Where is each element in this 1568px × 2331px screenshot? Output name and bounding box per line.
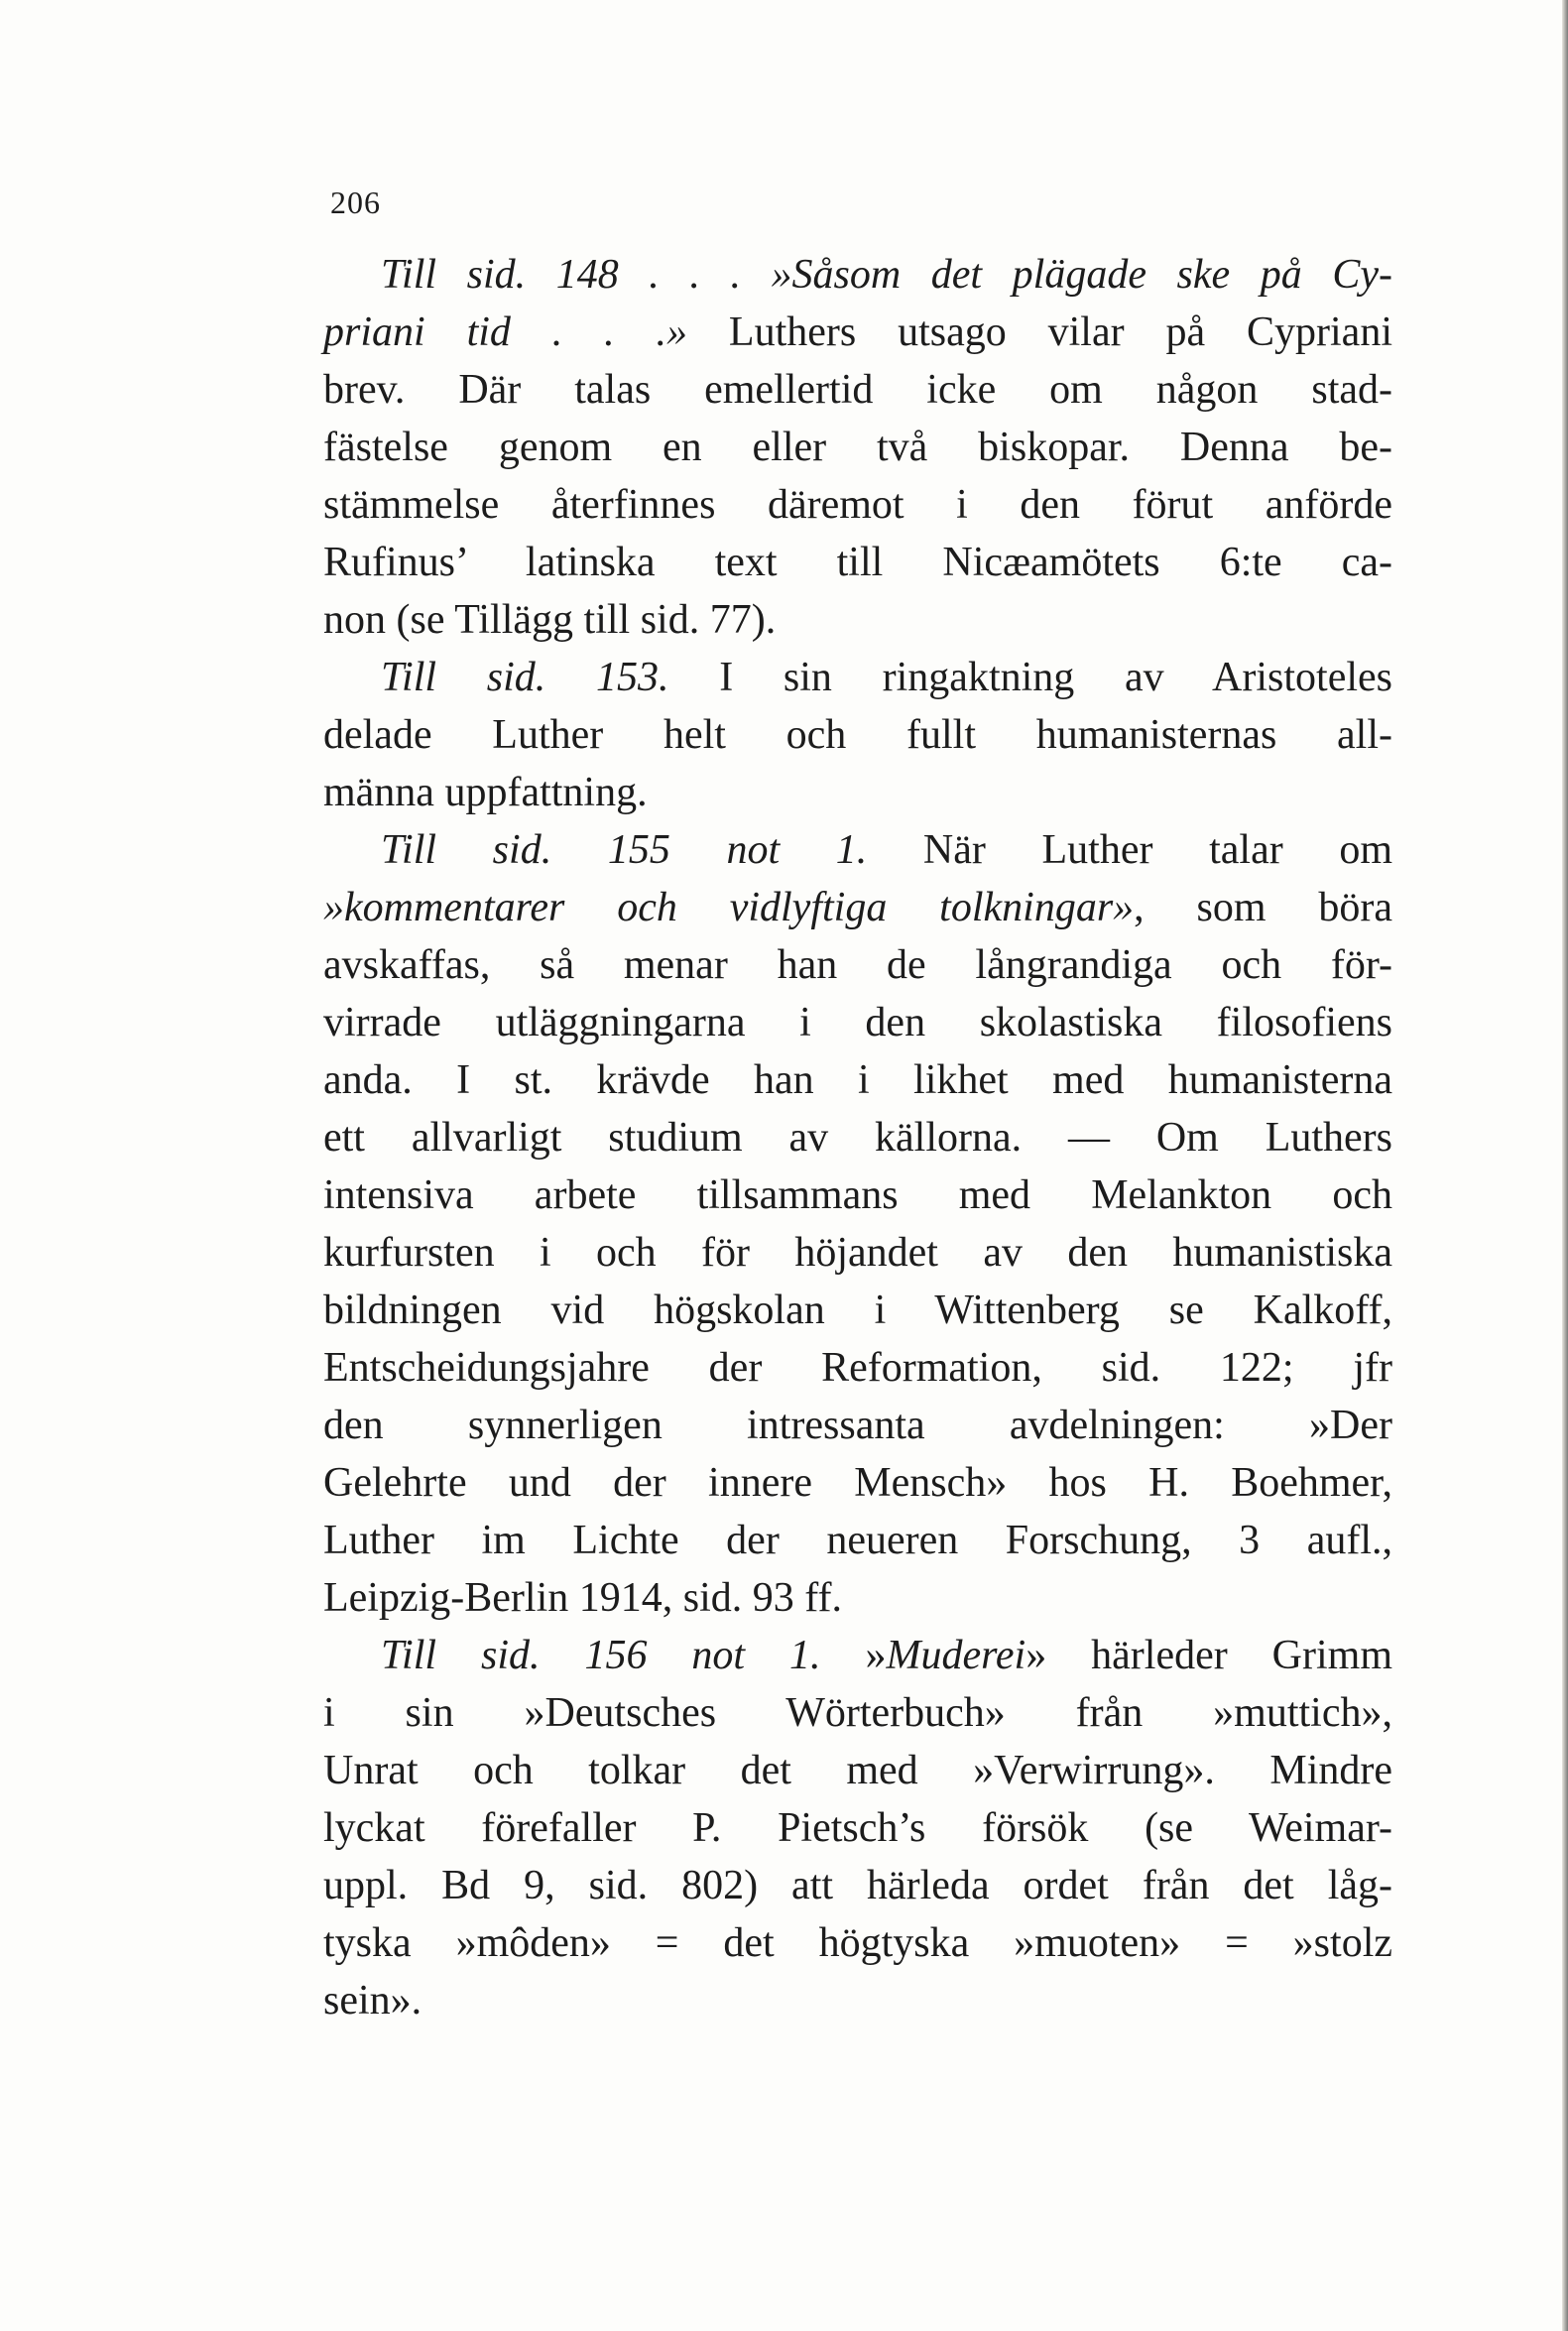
italic-text: Till sid. 155 not 1.	[381, 827, 868, 873]
text-span: männa uppfattning.	[323, 770, 648, 815]
text-span: anda. I st. krävde han i likhet med humanisterna	[323, 1057, 1392, 1103]
text-span: non (se Tillägg till sid. 77).	[323, 597, 777, 643]
text-span: I sin ringaktning av Aristoteles	[668, 655, 1392, 700]
text-line	[323, 304, 1392, 361]
text-line	[323, 649, 1392, 706]
text-line	[323, 419, 1392, 476]
italic-text: Till sid. 148 . . . »Såsom det plägade ske på Cy-	[381, 252, 1392, 298]
text-line	[323, 1742, 1392, 1799]
text-line	[323, 1799, 1392, 1857]
text-span: delade Luther helt och fullt humanisternas all-	[323, 712, 1392, 758]
text-line	[323, 1627, 1392, 1684]
text-span: » härleder Grimm	[1025, 1633, 1393, 1678]
text-span: kurfursten i och för höjandet av den humanistiska	[323, 1230, 1392, 1276]
page-edge	[1562, 0, 1568, 2331]
text-line	[323, 1454, 1392, 1512]
text-span: den synnerligen intressanta avdelningen: »Der	[323, 1403, 1392, 1448]
italic-text: »kommentarer och vidlyftiga tolkningar»	[323, 885, 1135, 930]
text-line	[323, 1857, 1392, 1914]
text-span: När Luther talar om	[867, 827, 1393, 873]
italic-text: Muderei	[886, 1633, 1026, 1678]
text-line	[323, 1684, 1392, 1742]
text-span: Luthers utsago vilar på Cypriani	[687, 309, 1392, 355]
text-span: lyckat förefaller P. Pietsch’s försök (se Weimar-	[323, 1805, 1392, 1851]
text-span: stämmelse återfinnes däremot i den förut anförde	[323, 482, 1392, 528]
text-line	[323, 1166, 1392, 1224]
text-span: intensiva arbete tillsammans med Melankton och	[323, 1172, 1392, 1218]
text-line	[323, 764, 1392, 821]
italic-text: priani tid . . .»	[323, 309, 688, 355]
text-line	[323, 821, 1392, 879]
text-span: sein».	[323, 1978, 422, 2024]
text-span: »	[820, 1633, 887, 1678]
text-span: virrade utläggningarna i den skolastiska filosofiens	[323, 1000, 1392, 1045]
text-line	[323, 1972, 1392, 2029]
text-line	[323, 1224, 1392, 1282]
text-line	[323, 1512, 1392, 1569]
text-line	[323, 476, 1392, 534]
text-span: Gelehrte und der innere Mensch» hos H. Boehmer,	[323, 1460, 1392, 1506]
text-line	[323, 1051, 1392, 1109]
text-line	[323, 534, 1392, 591]
text-line	[323, 1569, 1392, 1627]
italic-text: Till sid. 153.	[381, 655, 669, 700]
text-span: tyska »môden» = det högtyska »muoten» = »stolz	[323, 1920, 1392, 1966]
text-line	[323, 591, 1392, 649]
text-line	[323, 1397, 1392, 1454]
text-span: Luther im Lichte der neueren Forschung, 3 aufl.,	[323, 1518, 1392, 1563]
text-span: brev. Där talas emellertid icke om någon stad-	[323, 367, 1392, 413]
text-line	[323, 1109, 1392, 1166]
text-line	[323, 246, 1392, 304]
text-span: Leipzig-Berlin 1914, sid. 93 ff.	[323, 1575, 842, 1621]
italic-text: Till sid. 156 not 1.	[381, 1633, 821, 1678]
page-number: 206	[330, 184, 381, 220]
text-span: , som böra	[1134, 885, 1392, 930]
text-span: i sin »Deutsches Wörterbuch» från »muttich»,	[323, 1690, 1392, 1736]
text-span: ett allvarligt studium av källorna. — Om Luthers	[323, 1115, 1392, 1161]
text-span: Entscheidungsjahre der Reformation, sid. 122; jfr	[323, 1345, 1392, 1391]
text-line	[323, 706, 1392, 764]
text-span: avskaffas, så menar han de långrandiga och för-	[323, 942, 1392, 988]
text-span: Rufinus’ latinska text till Nicæamötets 6:te ca-	[323, 540, 1392, 585]
text-line	[323, 1914, 1392, 1972]
text-span: fästelse genom en eller två biskopar. Denna be-	[323, 425, 1392, 470]
text-line	[323, 1282, 1392, 1339]
text-line	[323, 1339, 1392, 1397]
body-text	[323, 246, 1392, 2029]
text-line	[323, 994, 1392, 1051]
text-line	[323, 879, 1392, 936]
text-span: uppl. Bd 9, sid. 802) att härleda ordet från det låg-	[323, 1863, 1392, 1908]
text-span: bildningen vid högskolan i Wittenberg se Kalkoff,	[323, 1288, 1392, 1333]
text-line	[323, 936, 1392, 994]
text-span: Unrat och tolkar det med »Verwirrung». Mindre	[323, 1748, 1392, 1793]
text-line	[323, 361, 1392, 419]
